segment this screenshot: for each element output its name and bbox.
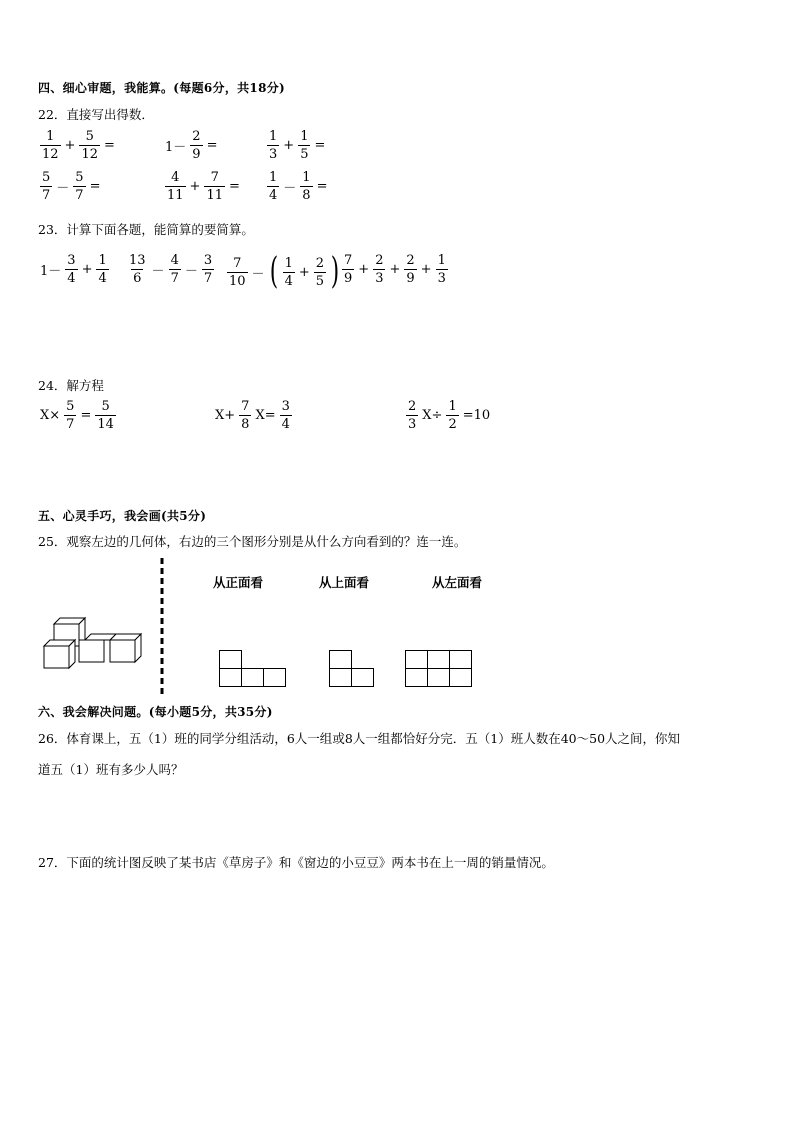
section-title-5: 五、心灵手巧，我会画(共5分) — [38, 509, 207, 523]
q23-expr-4: $\frac{7}{9}$ + $\frac{2}{3}$ + $\frac{2}{9}$ + $\frac{1}{3}$ — [344, 253, 446, 286]
view-label-top: 从上面看 — [319, 575, 370, 590]
q23-expr-2: $\frac{13}{6}$ － $\frac{4}{7}$ － $\frac{3}{7}$ — [129, 253, 213, 286]
solid-3d-figure — [38, 612, 142, 678]
view-figure-2 — [329, 650, 377, 690]
view-label-left: 从左面看 — [432, 575, 483, 590]
q23-prompt: 23．计算下面各题，能简算的要简算。 — [38, 222, 254, 237]
q26-line-1: 26．体育课上，五（1）班的同学分组活动，6人一组或8人一组都恰好分完．五（1）班人数在40～50人之间，你知 — [38, 731, 681, 746]
q22-expr-5: $\frac{4}{11}$ + $\frac{7}{11}$ = — [167, 170, 240, 203]
q22-expr-6: $\frac{1}{4}$ － $\frac{1}{8}$ = — [269, 170, 328, 203]
q24-equation-3: $\frac{2}{3}$ X÷ $\frac{1}{2}$ =10 — [408, 399, 491, 432]
q24-equation-2: X+ $\frac{7}{8}$ X= $\frac{3}{4}$ — [215, 399, 290, 432]
view-figure-3 — [405, 650, 475, 690]
dashed-divider — [158, 558, 166, 698]
view-figure-1 — [219, 650, 289, 690]
q26-line-2: 道五（1）班有多少人吗？ — [38, 762, 184, 777]
q24-prompt: 24．解方程 — [38, 378, 104, 393]
q23-expr-3: $\frac{7}{10}$ － ( $\frac{1}{4}$ + $\frac{2}{5}$ ) — [229, 251, 340, 292]
section-title-6: 六、我会解决问题。(每小题5分，共35分) — [38, 705, 273, 719]
q24-equation-1: X× $\frac{5}{7}$ = $\frac{5}{14}$ — [40, 399, 114, 432]
q25-prompt: 25．观察左边的几何体，右边的三个图形分别是从什么方向看到的？连一连。 — [38, 534, 467, 549]
view-label-front: 从正面看 — [213, 575, 264, 590]
q22-prompt: 22．直接写出得数． — [38, 107, 154, 122]
q27-prompt: 27．下面的统计图反映了某书店《草房子》和《窗边的小豆豆》两本书在上一周的销量情况。 — [38, 855, 554, 870]
q23-expr-1: 1－ $\frac{3}{4}$ + $\frac{1}{4}$ — [40, 253, 107, 286]
q22-expr-1: $\frac{1}{12}$ + $\frac{5}{12}$ = — [42, 129, 115, 162]
q22-expr-3: $\frac{1}{3}$ + $\frac{1}{5}$ = — [269, 129, 326, 162]
q22-expr-4: $\frac{5}{7}$ － $\frac{5}{7}$ = — [42, 170, 101, 203]
section-title-4: 四、细心审题，我能算。(每题6分，共18分) — [38, 81, 286, 95]
q22-expr-2: 1－ $\frac{2}{9}$ = — [165, 129, 218, 162]
